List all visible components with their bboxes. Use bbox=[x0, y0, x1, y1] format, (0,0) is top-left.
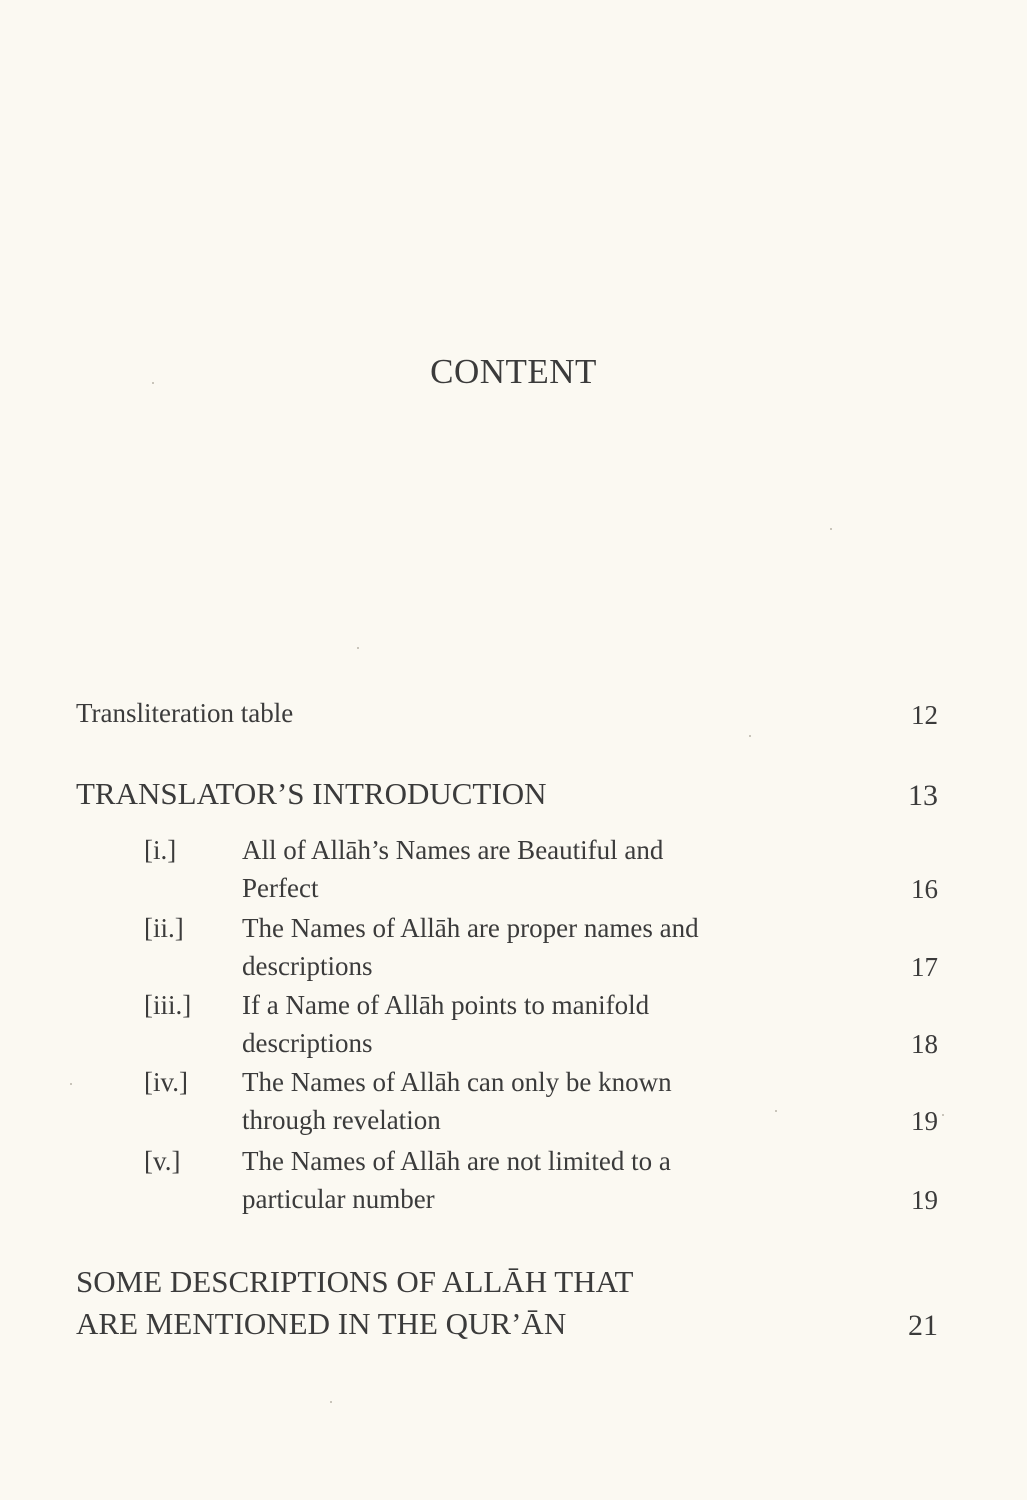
toc-subentry-number: [ii.] bbox=[144, 913, 184, 943]
toc-subentry-label-line1: The Names of Allāh are not limited to a bbox=[242, 1146, 671, 1176]
paper-speck bbox=[775, 1110, 777, 1112]
toc-subentry-number: [i.] bbox=[144, 835, 177, 865]
toc-subentry-label-line2: Perfect bbox=[242, 873, 319, 903]
paper-speck bbox=[749, 735, 751, 737]
toc-page-number: 12 bbox=[911, 700, 938, 730]
paper-speck bbox=[830, 528, 832, 530]
paper-speck bbox=[152, 382, 154, 384]
toc-subentry-label-line2: descriptions bbox=[242, 951, 373, 981]
toc-entry-label-line2: ARE MENTIONED IN THE QUR’ĀN bbox=[76, 1306, 567, 1341]
toc-subentry-label-line1: The Names of Allāh are proper names and bbox=[242, 913, 699, 943]
toc-entry-label: TRANSLATOR’S INTRODUCTION bbox=[76, 776, 547, 811]
toc-subentry-label-line1: If a Name of Allāh points to manifold bbox=[242, 990, 650, 1020]
toc-subentry-number: [iv.] bbox=[144, 1067, 188, 1097]
toc-page-number: 16 bbox=[911, 874, 938, 904]
toc-subentry-label-line2: descriptions bbox=[242, 1028, 373, 1058]
toc-entry-label: Transliteration table bbox=[76, 698, 294, 728]
toc-page-number: 13 bbox=[908, 779, 938, 812]
toc-subentry-number: [iii.] bbox=[144, 990, 192, 1020]
toc-subentry-label-line1: All of Allāh’s Names are Beautiful and bbox=[242, 835, 664, 865]
toc-entry-label-line1: SOME DESCRIPTIONS OF ALLĀH THAT bbox=[76, 1264, 634, 1299]
toc-subentry-label-line2: particular number bbox=[242, 1184, 435, 1214]
toc-page-number: 18 bbox=[911, 1029, 938, 1059]
toc-page-number: 19 bbox=[911, 1106, 938, 1136]
paper-speck bbox=[942, 1114, 944, 1116]
toc-page-number: 21 bbox=[908, 1309, 938, 1342]
toc-subentry-label-line2: through revelation bbox=[242, 1105, 441, 1135]
toc-page-number: 17 bbox=[911, 952, 938, 982]
paper-speck bbox=[70, 1083, 72, 1085]
paper-speck bbox=[357, 647, 359, 649]
page-title: CONTENT bbox=[430, 352, 597, 391]
toc-subentry-label-line1: The Names of Allāh can only be known bbox=[242, 1067, 672, 1097]
toc-page-number: 19 bbox=[911, 1185, 938, 1215]
toc-subentry-number: [v.] bbox=[144, 1146, 181, 1176]
paper-speck bbox=[330, 1401, 332, 1403]
